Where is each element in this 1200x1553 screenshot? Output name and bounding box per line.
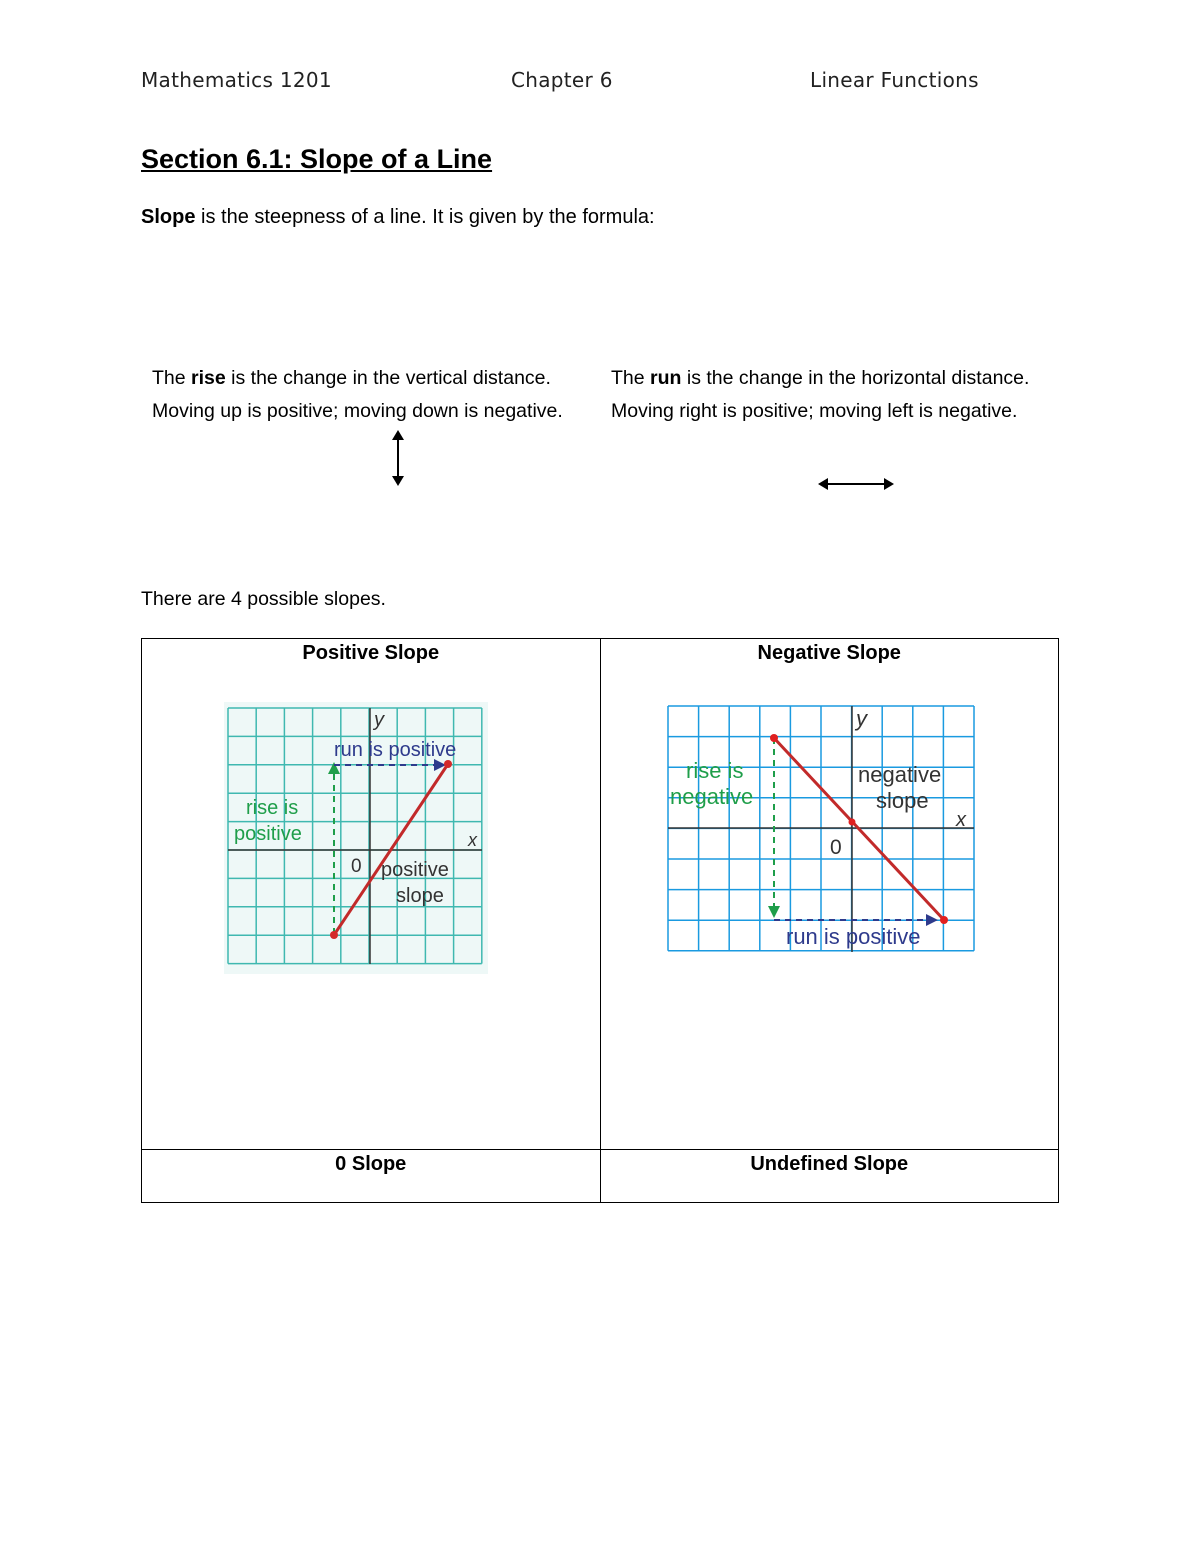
four-slopes-text: There are 4 possible slopes. — [141, 588, 386, 610]
header-chapter: Chapter 6 — [511, 68, 613, 92]
positive-run-label: run is positive — [334, 739, 457, 761]
zero-slope-cell — [142, 1150, 601, 1203]
negative-rise-label-1: rise is — [686, 758, 744, 783]
negative-slope-heading: Negative Slope — [757, 642, 901, 664]
run-prefix: The — [611, 367, 651, 389]
negative-x-label: x — [956, 809, 966, 831]
rise-paragraph — [152, 362, 602, 428]
positive-slope-graph — [224, 702, 488, 974]
positive-rise-label-2: positive — [234, 823, 302, 845]
positive-origin-label: 0 — [351, 856, 362, 877]
undefined-slope-cell — [600, 1150, 1059, 1203]
negative-rise-label-2: negative — [670, 784, 754, 809]
negative-origin-label: 0 — [830, 836, 842, 859]
section-title: Section 6.1: Slope of a Line — [141, 144, 493, 174]
run-paragraph — [611, 362, 1051, 428]
slope-term: Slope — [141, 206, 196, 228]
negative-end-point — [940, 916, 948, 924]
positive-slope-heading: Positive Slope — [302, 642, 440, 664]
positive-x-label: x — [468, 830, 477, 850]
vertical-arrow-icon — [387, 428, 409, 488]
slope-definition-text: is the steepness of a line. It is given by the formula: — [195, 206, 655, 228]
positive-end-point — [444, 760, 452, 768]
negative-slope-label-2: slope — [876, 788, 929, 813]
header-topic: Linear Functions — [810, 68, 979, 92]
rise-prefix: The — [152, 367, 192, 389]
negative-start-point — [770, 734, 778, 742]
rise-term: rise — [191, 367, 226, 389]
header-course: Mathematics 1201 — [141, 68, 332, 92]
positive-rise-label-1: rise is — [246, 797, 299, 819]
rise-text: is the change in the vertical distance. Moving up is positive; moving down is negative. — [152, 367, 563, 422]
slope-definition — [141, 206, 655, 229]
run-term: run — [650, 367, 682, 389]
positive-slope-label-2: slope — [396, 885, 444, 907]
run-text: is the change in the horizontal distance. Moving right is positive; moving left is negative. — [611, 367, 1030, 422]
negative-slope-graph — [664, 702, 978, 956]
zero-slope-heading: 0 Slope — [335, 1153, 407, 1175]
positive-start-point — [330, 931, 338, 939]
negative-slope-label-1: negative — [858, 762, 942, 787]
positive-y-label: y — [374, 709, 384, 731]
undefined-slope-heading: Undefined Slope — [750, 1153, 909, 1175]
negative-intercept-point — [849, 819, 856, 826]
negative-run-label: run is positive — [786, 924, 921, 949]
horizontal-arrow-icon — [816, 473, 896, 495]
positive-slope-label-1: positive — [381, 859, 449, 881]
negative-y-label: y — [856, 706, 867, 731]
